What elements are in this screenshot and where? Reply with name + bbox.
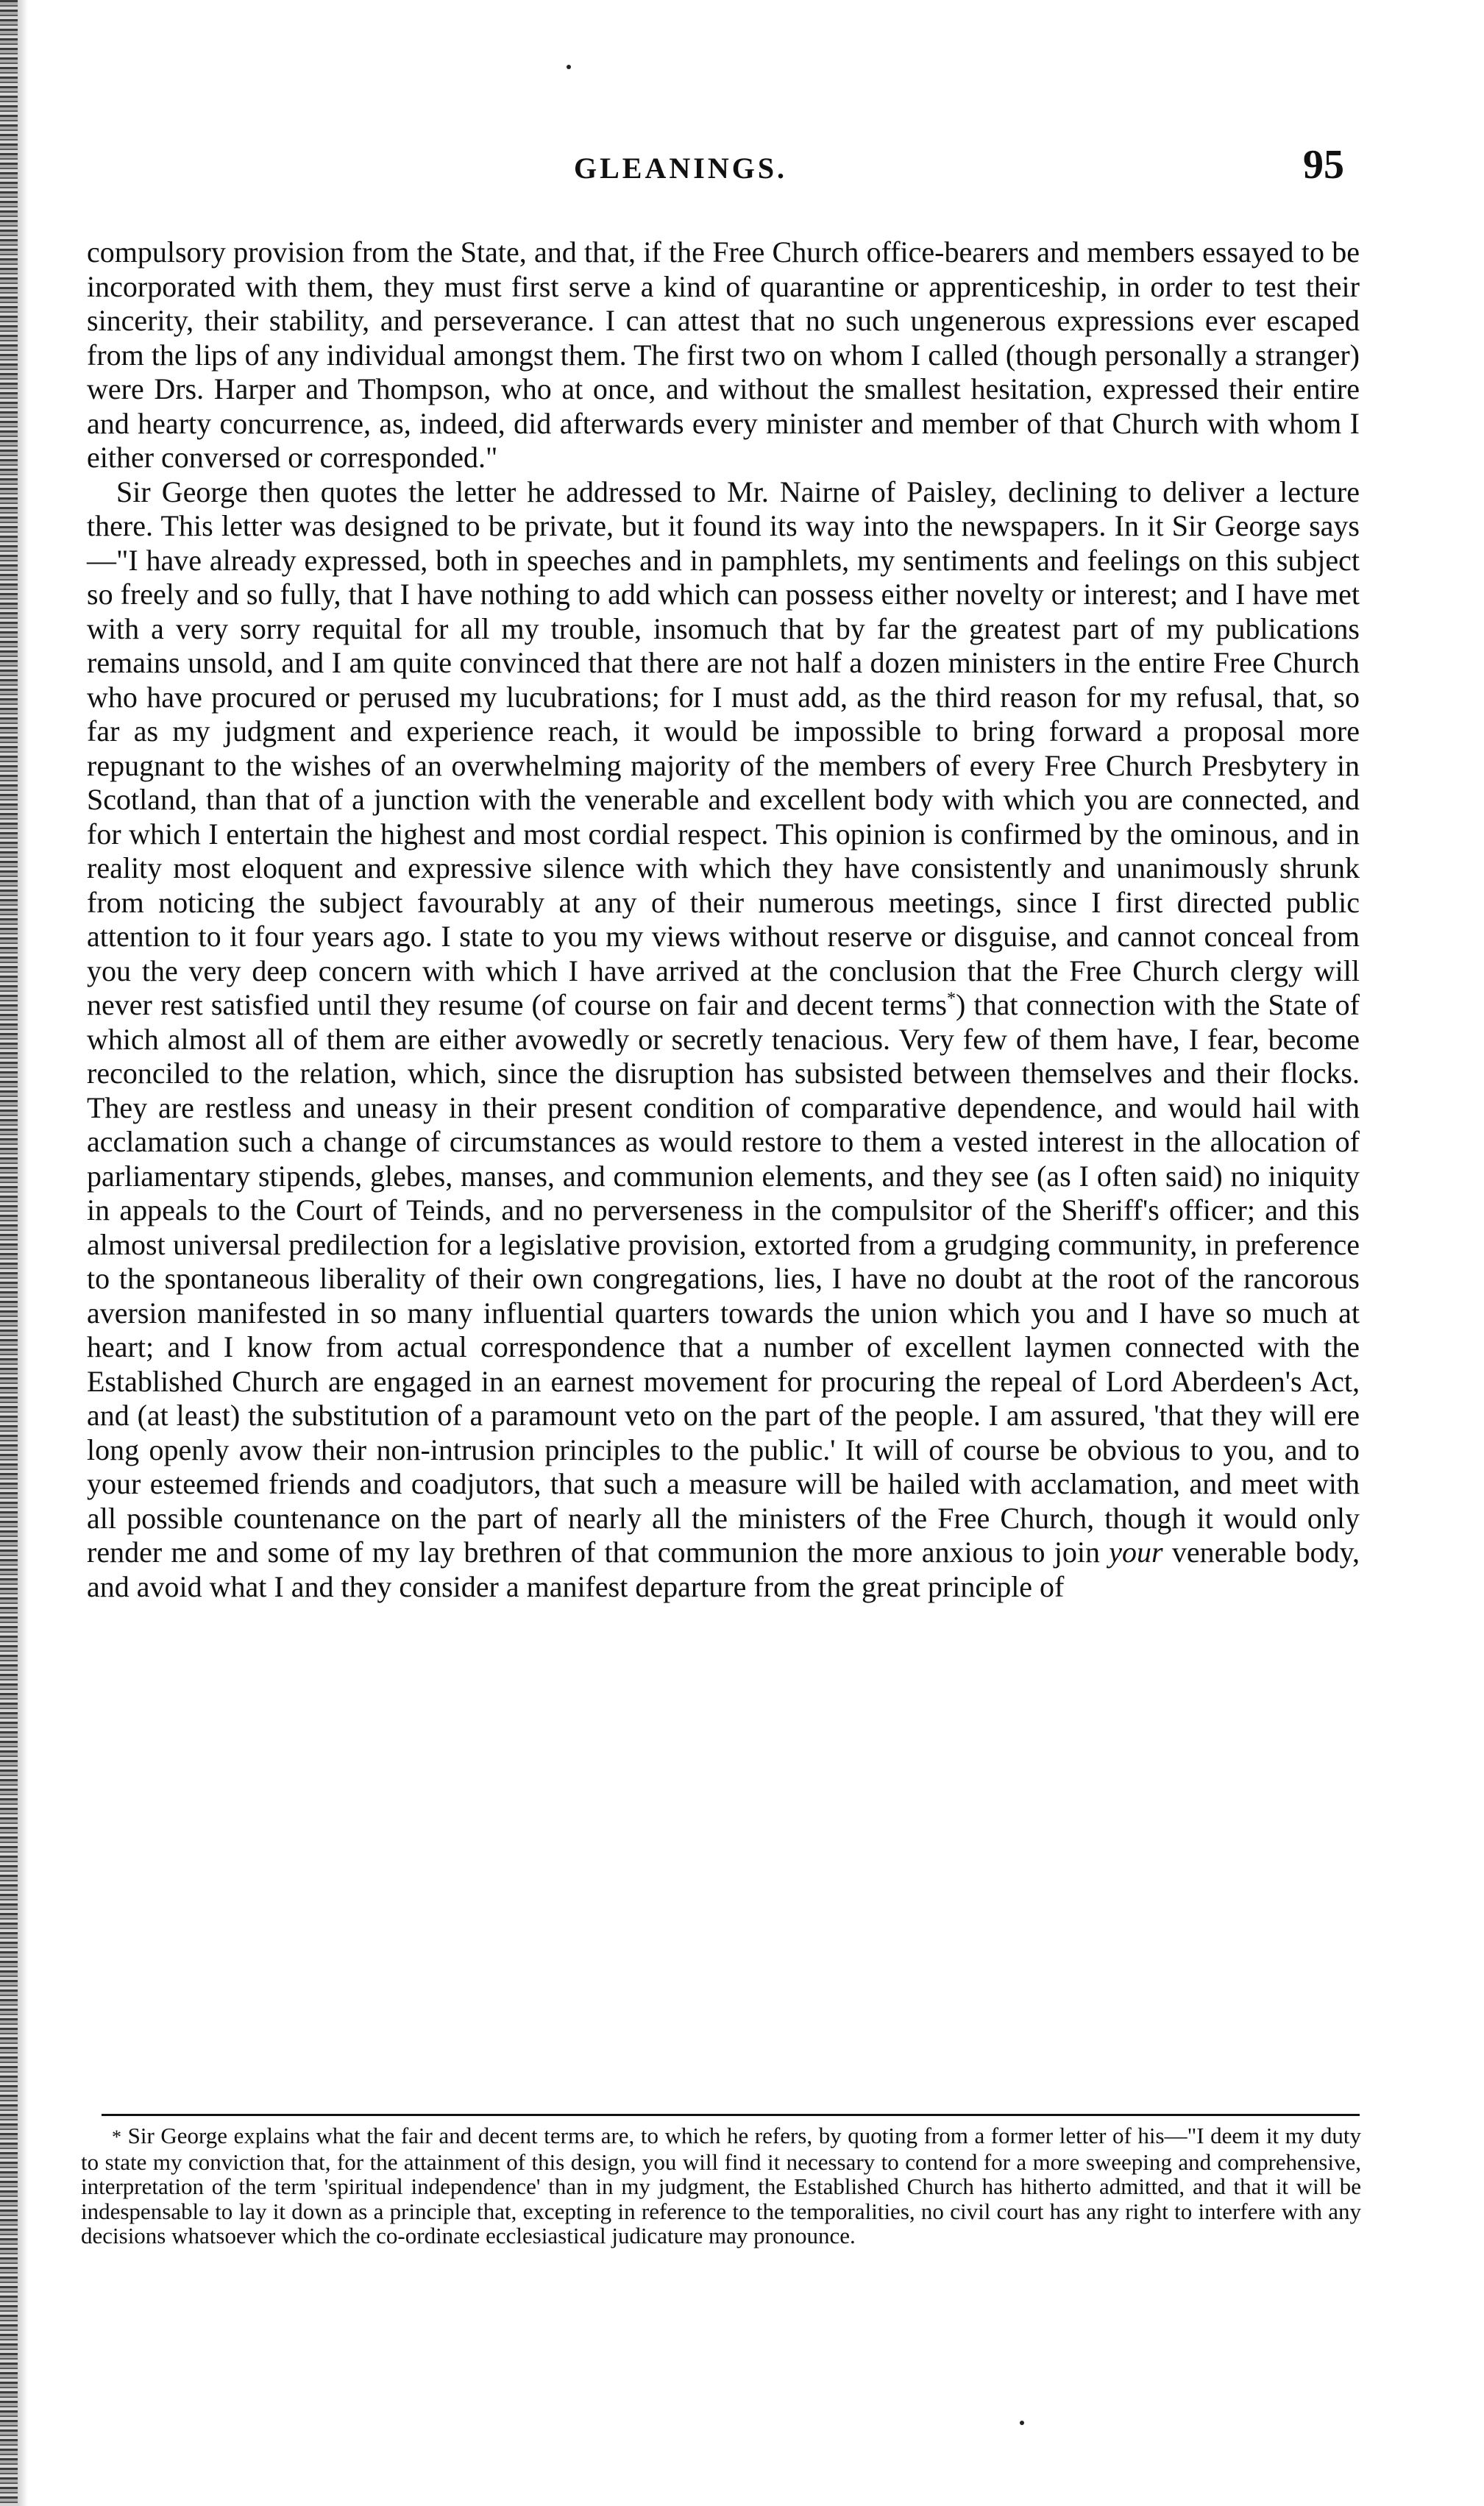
paragraph-2-text-b: ) that connection with the State of which almost all of them are either avowedly or secretly tenacious. Very few of them have, I fear, become reconciled to the relation, which, since the disruption has subsisted between themselves and their flocks. They are restless and uneasy in their present condition of comparative dependence, and would hail with acclamation such a change of circumstances as would restore to them a vested interest in the allocation of parliamentary stipends, glebes, manses, and communion elements, and they see (as I often said) no iniquity in appeals to the Court of Teinds, and no perverseness in the compulsitor of the Sheriff's officer; and this almost universal predilection for a legislative provision, extorted from a grudging community, in preference to the spontaneous liberality of their own congregations, lies, I have no doubt at the root of the rancorous aversion manifested in so many influential quarters towards the union which you and I have so much at heart; and I know from actual correspondence that a number of excellent laymen connected with the Established Church are engaged in an earnest movement for procuring the repeal of Lord Aberdeen's Act, and (at least) the substitution of a paramount veto on the part of the people. I am assured, 'that they will ere long openly avow their non-intrusion principles to the public.' It will of course be obvious to you, and to your esteemed friends and coadjutors, that such a measure will be hailed with acclamation, and meet with all possible countenance on the part of nearly all the ministers of the Free Church, though it would only render me and some of my lay brethren of that communion the more anxious to join	[87, 988, 1360, 1569]
footnote	[81, 2123, 1361, 2248]
page-number: 95	[1303, 142, 1344, 188]
binding-shadow	[18, 0, 28, 2506]
paragraph-2-text-a: Sir George then quotes the letter he addressed to Mr. Nairne of Paisley, declining to deliver a lecture there. This letter was designed to be private, but it found its way into the newspapers. In it Sir George says—"I have already expressed, both in speeches and in pamphlets, my sentiments and feelings on this subject so freely and so fully, that I have nothing to add which can possess either novelty or interest; and I have met with a very sorry requital for all my trouble, insomuch that by far the greatest part of my publications remains unsold, and I am quite convinced that there are not half a dozen ministers in the entire Free Church who have procured or perused my lucubrations; for I must add, as the third reason for my refusal, that, so far as my judgment and experience reach, it would be impossible to bring forward a proposal more repugnant to the wishes of an overwhelming majority of the members of every Free Church Presbytery in Scotland, than that of a junction with the venerable and excellent body with which you are connected, and for which I entertain the highest and most cordial respect. This opinion is confirmed by the ominous, and in reality most eloquent and expressive silence with which they have consistently and unanimously shrunk from noticing the subject favourably at any of their numerous meetings, since I first directed public attention to it four years ago. I state to you my views without reserve or disguise, and cannot conceal from you the very deep concern with which I have arrived at the conclusion that the Free Church clergy will never rest satisfied until they resume (of course on fair and decent terms	[87, 475, 1360, 1021]
footnote-divider	[102, 2114, 1360, 2116]
paragraph-2	[87, 475, 1360, 1605]
footnote-text: Sir George explains what the fair and decent terms are, to which he refers, by quoting from a former letter of his—"I deem it my duty to state my conviction that, for the attainment of this design, you will find it necessary to contend for a more sweeping and comprehensive, interpretation of the term 'spiritual independence' than in my judgment, the Established Church has hitherto admitted, and that it will be indespensable to lay it down as a principle that, excepting in reference to the temporalities, no civil court has any right to interfere with any decisions whatsoever which the co-ordinate ecclesiastical judicature may pronounce.	[81, 2123, 1361, 2248]
paragraph-1: compulsory provision from the State, and that, if the Free Church office-bearers and members essayed to be incorporated with them, they must first serve a kind of quarantine or apprenticeship, in order to test their sincerity, their stability, and perseverance. I can attest that no such ungenerous expressions ever escaped from the lips of any individual amongst them. The first two on whom I called (though personally a stranger) were Drs. Harper and Thompson, who at once, and without the smallest hesitation, expressed their entire and hearty concurrence, as, indeed, did afterwards every minister and member of that Church with whom I either conversed or corresponded."	[87, 235, 1360, 474]
ink-speck	[1020, 2421, 1024, 2425]
footnote-reference[interactable]: *	[947, 989, 956, 1009]
paragraph-2-text-c: venerable body, and avoid what I and they consider a manifest departure from the great principle of	[87, 1536, 1360, 1603]
ink-speck	[567, 65, 571, 69]
italic-word: your	[1109, 1536, 1163, 1569]
body-text	[87, 235, 1360, 1604]
running-head: GLEANINGS.	[574, 152, 788, 185]
footnote-mark: *	[112, 2126, 121, 2148]
binding-edge	[0, 0, 18, 2506]
